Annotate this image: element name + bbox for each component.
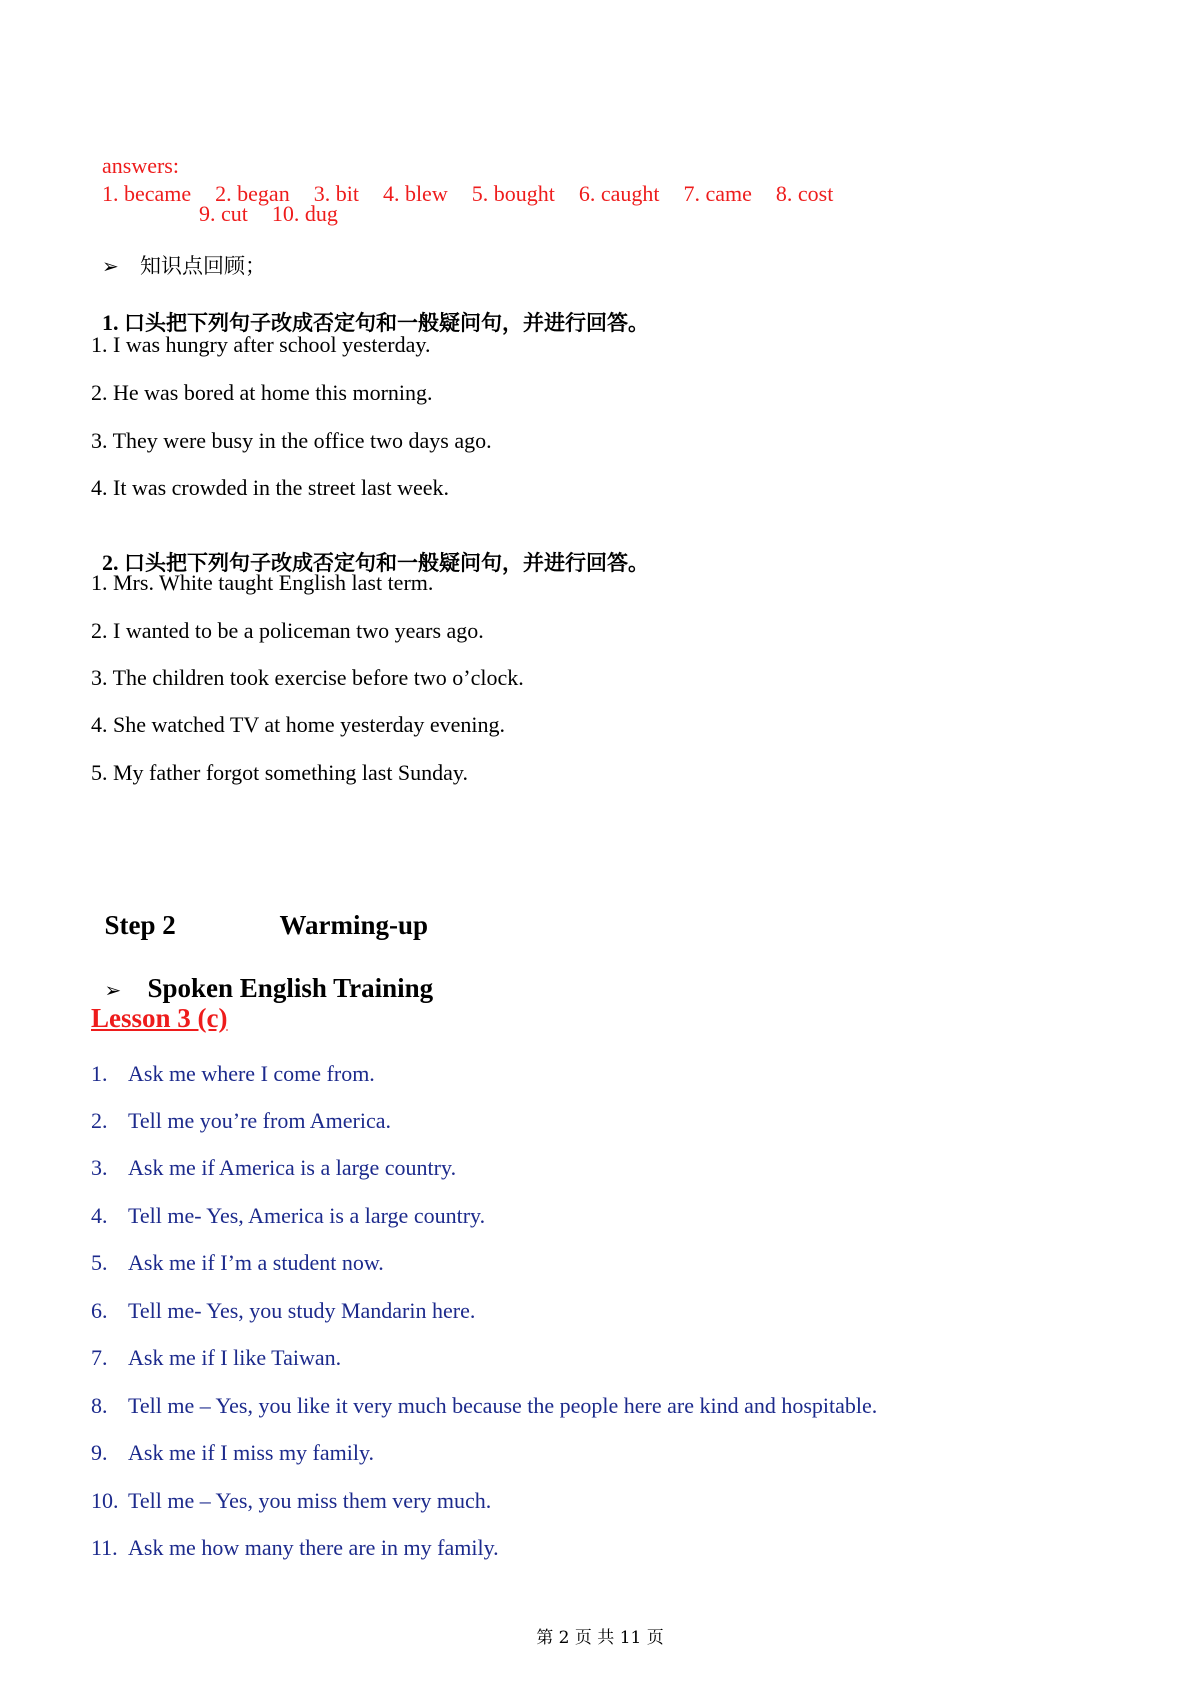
lesson-item-text: Tell me – Yes, you miss them very much. (128, 1488, 492, 1513)
arrow-bullet-icon: ➢ (104, 978, 122, 1002)
lesson-item-num: 1. (91, 1061, 108, 1086)
page-footer: 第 2 页 共 11 页 (536, 1628, 664, 1648)
lesson-item (91, 1249, 384, 1277)
step-number: Step 2 (104, 910, 176, 940)
section1-heading-num: 1. (102, 310, 119, 335)
answer-item: 3. bit (313, 181, 359, 206)
lesson-item-num: 2. (91, 1108, 108, 1133)
answer-item: 1. became (102, 181, 192, 206)
section2-sentence: 5. My father forgot something last Sunday. (91, 760, 469, 785)
arrow-bullet-icon: ➢ (102, 254, 119, 278)
lesson-item (91, 1439, 374, 1467)
step-title: Warming-up (279, 910, 429, 940)
lesson-item-text: Ask me if I like Taiwan. (128, 1345, 342, 1370)
spoken-title: Spoken English Training (147, 973, 434, 1003)
section1-sentence: 4. It was crowded in the street last week. (91, 475, 449, 500)
lesson-item-num: 5. (91, 1250, 108, 1275)
lesson-item-num: 11. (91, 1535, 118, 1560)
section1-heading (91, 281, 649, 337)
answers-line-2 (188, 172, 362, 228)
section2-sentence: 3. The children took exercise before two o’clock. (91, 665, 524, 690)
spoken-heading (91, 937, 433, 1007)
lesson-item-text: Tell me you’re from America. (128, 1108, 391, 1133)
lesson-item (91, 1154, 456, 1182)
lesson-item (91, 1297, 475, 1325)
lesson-item-num: 8. (91, 1393, 108, 1418)
answer-item: 7. came (683, 181, 752, 206)
lesson-item-text: Ask me if America is a large country. (128, 1155, 457, 1180)
answer-item: 9. cut (199, 201, 248, 226)
section1-sentence: 1. I was hungry after school yesterday. (91, 332, 431, 357)
lesson-item-num: 6. (91, 1298, 108, 1323)
lesson-item (91, 1107, 391, 1135)
section1-heading-text: 口头把下列句子改成否定句和一般疑问句，并进行回答。 (124, 311, 649, 335)
lesson-item (91, 1487, 491, 1515)
lesson-item-text: Ask me how many there are in my family. (128, 1535, 499, 1560)
answer-item: 8. cost (775, 181, 834, 206)
lesson-item-text: Tell me – Yes, you like it very much because the people here are kind and hospitable. (128, 1393, 878, 1418)
lesson-item-num: 10. (91, 1488, 119, 1513)
lesson-item-text: Ask me if I miss my family. (128, 1440, 375, 1465)
section1-sentence: 2. He was bored at home this morning. (91, 380, 433, 405)
lesson-item-num: 7. (91, 1345, 108, 1370)
section2-sentence: 4. She watched TV at home yesterday evening. (91, 712, 506, 737)
lesson-item (91, 1534, 499, 1562)
review-heading (91, 224, 266, 280)
lesson-item-num: 4. (91, 1203, 108, 1228)
section2-sentence: 2. I wanted to be a policeman two years ago. (91, 618, 484, 643)
lesson-item (91, 1202, 485, 1230)
answer-item: 4. blew (382, 181, 448, 206)
lesson-item-num: 9. (91, 1440, 108, 1465)
lesson-item-text: Tell me- Yes, you study Mandarin here. (128, 1298, 476, 1323)
answer-item: 10. dug (271, 201, 338, 226)
section2-heading-num: 2. (102, 550, 119, 575)
answer-item: 5. bought (471, 181, 555, 206)
lesson-item (91, 1344, 341, 1372)
section2-sentence: 1. Mrs. White taught English last term. (91, 570, 434, 595)
lesson-item (91, 1060, 375, 1088)
section1-sentence: 3. They were busy in the office two days ago. (91, 428, 492, 453)
section2-heading-text: 口头把下列句子改成否定句和一般疑问句，并进行回答。 (124, 551, 649, 575)
answer-item: 2. began (215, 181, 290, 206)
lesson-item-num: 3. (91, 1155, 108, 1180)
lesson-item (91, 1392, 877, 1420)
review-title: 知识点回顾； (140, 254, 266, 278)
step-heading (91, 874, 428, 942)
lesson-item-text: Tell me- Yes, America is a large country. (128, 1203, 486, 1228)
lesson-title: Lesson 3 (c) (91, 1003, 228, 1033)
lesson-item-text: Ask me where I come from. (128, 1061, 375, 1086)
lesson-item-text: Ask me if I’m a student now. (128, 1250, 384, 1275)
answer-item: 6. caught (578, 181, 660, 206)
answers-label: answers: (102, 153, 179, 178)
